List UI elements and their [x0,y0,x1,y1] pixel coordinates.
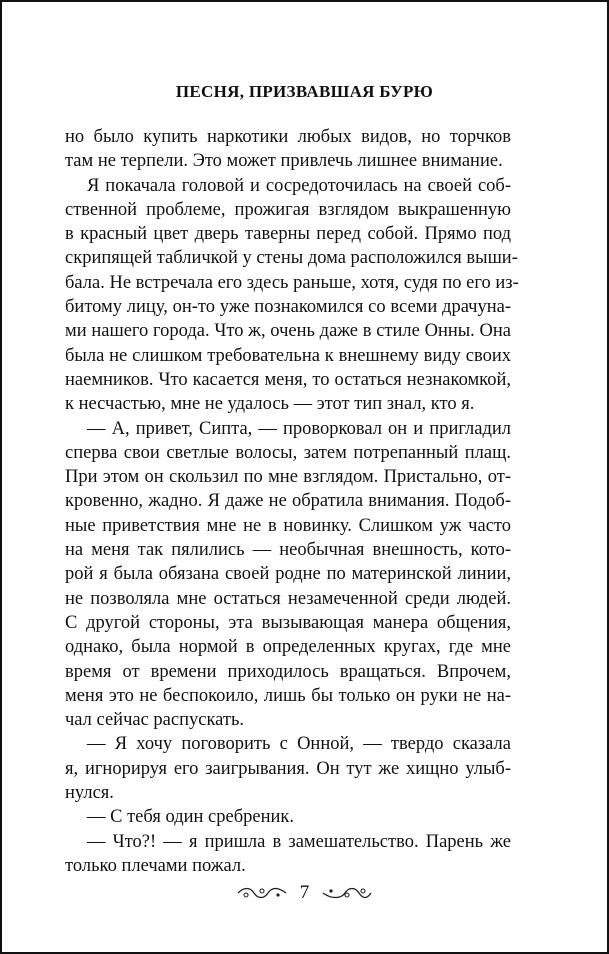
text-line: ные приветствия мне не в новинку. Слишком уж часто [65,515,511,536]
text-line: но было купить наркотики любых видов, но торчков [65,127,511,147]
text-line: сперва свои светлые волосы, затем потрепанный плащ. [65,442,511,463]
text-line: — А, привет, Сипта, — проворковал он и пригладил [87,418,511,439]
text-line: С другой стороны, эта вызывающая манера общения, [65,612,511,633]
text-line: была не слишком требовательна к внешнему виду своих [65,345,511,366]
text-line: битому лицу, он-то уже познакомился со всеми драчуна- [65,297,511,318]
text-line: не позволяла мне остаться незамеченной среди людей. [65,588,511,609]
text-line: Я покачала головой и сосредоточилась на своей соб- [87,175,511,196]
text-line: наемников. Что касается меня, то остаться незнакомкой, [65,369,511,390]
running-header: ПЕСНЯ, ПРИЗВАВШАЯ БУРЮ [175,82,434,101]
text-line: только плечами пожал. [65,855,246,876]
text-line: там не терпели. Это может привлечь лишнее внимание. [65,151,503,172]
page-number: 7 [299,882,310,903]
text-line: рой я была обязана своей родне по материнской линии, [65,564,511,585]
text-line: в красный цвет дверь таверны перед собой. Прямо под [65,224,511,245]
page-footer [2,882,607,904]
text-line: — С тебя один сребреник. [87,807,294,828]
text-line: — Я хочу поговорить с Онной, — твердо сказала [87,734,511,755]
text-line: меня это не беспокоило, лишь бы только он руки не на- [65,685,511,706]
text-line: бала. Не встречала его здесь раньше, хотя, судя по его из- [65,272,519,293]
text-line: чал сейчас распускать. [65,710,245,731]
body-text [65,125,519,878]
text-line: к несчастью, мне не удалось — этот тип знал, кто я. [65,394,475,415]
text-line: — Что?! — я пришла в замешательство. Парень же [87,831,511,852]
text-line: я, игнорируя его заигрывания. Он тут же хищно улыб- [65,758,511,779]
text-line: время от времени приходилось вращаться. Впрочем, [65,661,511,682]
text-line: При этом он скользил по мне взглядом. Пристально, от- [65,467,511,488]
text-line: ственной проблеме, прожигая взглядом выкрашенную [65,199,511,220]
flourish-ornament-icon [236,886,288,900]
flourish-ornament-icon [321,886,373,900]
text-line: кровенно, жадно. Я даже не обратила внимания. Подоб- [65,491,511,512]
text-line: нулся. [65,783,114,804]
text-line: на меня так пялились — необычная внешность, кото- [65,540,511,561]
text-line: скрипящей табличкой у стены дома расположился выши- [65,248,518,269]
text-line: однако, была нормой в определенных кругах, где мне [65,637,511,658]
text-line: ми нашего города. Что ж, очень даже в стиле Онны. Она [65,321,511,342]
